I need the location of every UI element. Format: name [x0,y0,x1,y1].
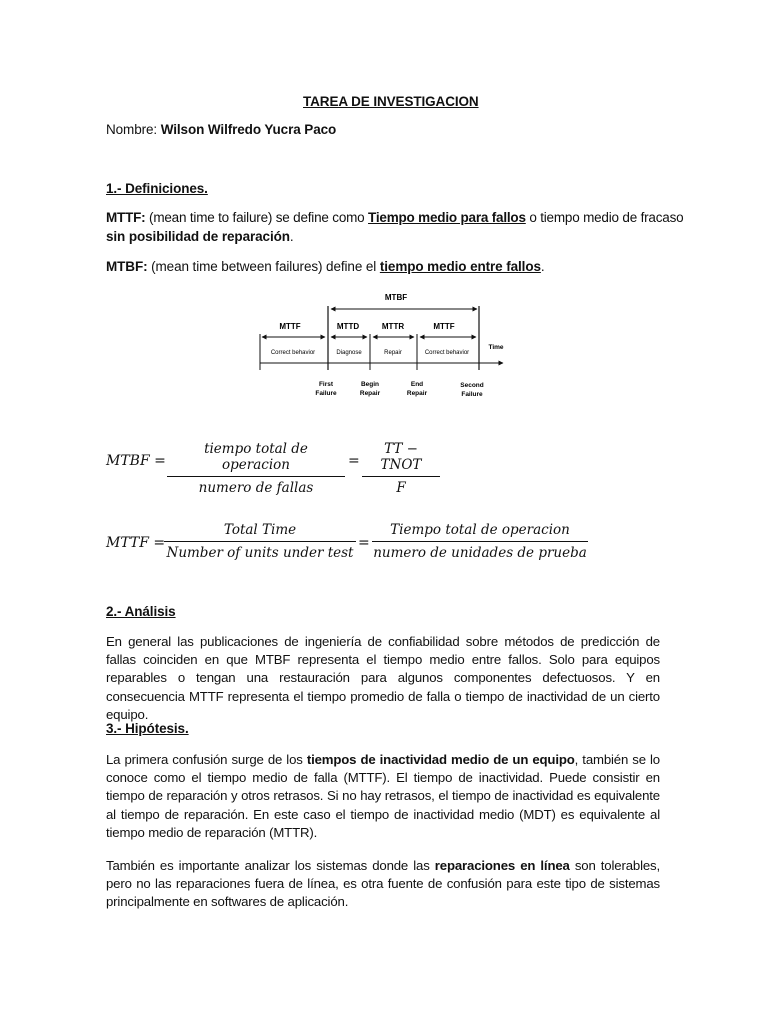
formula-2-lhs: MTTF = [106,535,166,551]
event-second-failure-2: Failure [461,391,483,398]
p2-text-a: También es importante analizar los sistemas donde las [106,858,435,873]
p1-bold-term: tiempos de inactividad medio de un equipo [306,752,575,767]
mttf-text: (mean time to failure) se define como [145,210,369,225]
event-end-repair: End [410,381,424,388]
section-2-heading: 2.- Análisis [106,604,176,619]
author-line [106,121,336,139]
formula-2-den-2: numero de unidades de prueba [373,545,587,561]
formula-2-num-2: Tiempo total de operacion [390,522,570,538]
event-begin-repair: Begin [360,381,380,388]
author-name: Wilson Wilfredo Yucra Paco [160,122,337,137]
formula-1-num-2: TT − TNOT [380,441,422,473]
mttd-label: MTTD [336,322,360,331]
mttf-period: . [289,229,294,244]
mtbf-span-label: MTBF [384,293,408,302]
event-first-failure: First [318,381,334,388]
event-first-failure-2: Failure [315,390,337,397]
mttf-term: Tiempo medio para fallos [368,210,526,225]
mttf-label: MTTF [279,322,301,331]
formula-1-eq: = [348,453,360,469]
formula-1-frac-1 [167,441,345,496]
section-3-heading: 3.- Hipótesis. [106,721,189,736]
formula-1-den-1: numero de fallas [198,480,314,496]
segment-repair: Repair [384,350,402,356]
section-3-paragraph-1 [106,751,660,842]
time-axis-label: Time [488,344,504,351]
formula-1-frac-2 [362,441,440,496]
mtbf-period: . [540,259,545,274]
mttr-label: MTTR [381,322,405,331]
mttf-definition-line2 [106,228,294,246]
mttf-label: MTTF: [106,210,146,225]
mttf-text-2: o tiempo medio de fracaso [525,210,684,225]
mttf-definition-line1 [106,209,683,227]
formula-1-num-1: tiempo total de operacion [204,441,308,473]
mttf-term-2: sin posibilidad de reparación [106,229,290,244]
p1-text-a: La primera confusión surge de los [106,752,307,767]
mtbf-label: MTBF: [106,259,148,274]
p2-text-c: son tolerables, pero no las reparaciones fuera de línea, es otra fuente de confusión para este tipo de sistemas principalmente en softwares de aplicación. [106,858,660,910]
mtbf-definition [106,258,545,276]
mtbf-text: (mean time between failures) define el [147,259,380,274]
author-label: Nombre: [106,122,161,137]
mtbf-term: tiempo medio entre fallos [379,259,541,274]
event-begin-repair-2: Repair [359,390,381,397]
section-1-heading: 1.- Definiciones. [106,181,208,196]
formula-2-frac-2 [372,522,588,561]
segment-correct-behavior: Correct behavior [270,350,316,356]
document-title: TAREA DE INVESTIGACION [303,94,479,109]
formula-2-eq: = [358,535,370,551]
formula-1-den-2: F [396,480,406,496]
formula-2-frac-1 [164,522,356,561]
formula-2-den-1: Number of units under test [166,545,354,561]
p1-text-c: , también se lo conoce como el tiempo medio de falla (MTTF). El tiempo de inactividad. Puede consistir en tiempo de reparación y otros retrasos. Si no hay retrasos, el tiempo de inactividad es equivalente al tiempo de reparación. En este caso el tiempo de inactividad medio (MDT) es equivalente al tiempo medio de reparación (MTTR). [106,752,660,840]
formula-1-lhs: MTBF = [106,453,166,469]
event-second-failure: Second [460,382,484,389]
mttf2-label: MTTF [433,322,455,331]
p2-bold-term: reparaciones en línea [434,858,570,873]
section-2-paragraph: En general las publicaciones de ingeniería de confiabilidad sobre métodos de predicción de fallas coinciden en que MTBF representa el tiempo medio entre fallos. Solo para equipos reparables o tengan una restauración para algunos componentes defectuosos. Y en consecuencia MTTF representa el tiempo promedio de falla o tiempo de inactividad de un cierto equipo. [106,634,660,722]
event-end-repair-2: Repair [406,390,428,397]
formula-2-num-1: Total Time [223,522,297,538]
segment-correct-behavior-2: Correct behavior [424,350,470,356]
segment-diagnose: Diagnose [336,350,362,356]
section-3-paragraph-2 [106,857,660,912]
